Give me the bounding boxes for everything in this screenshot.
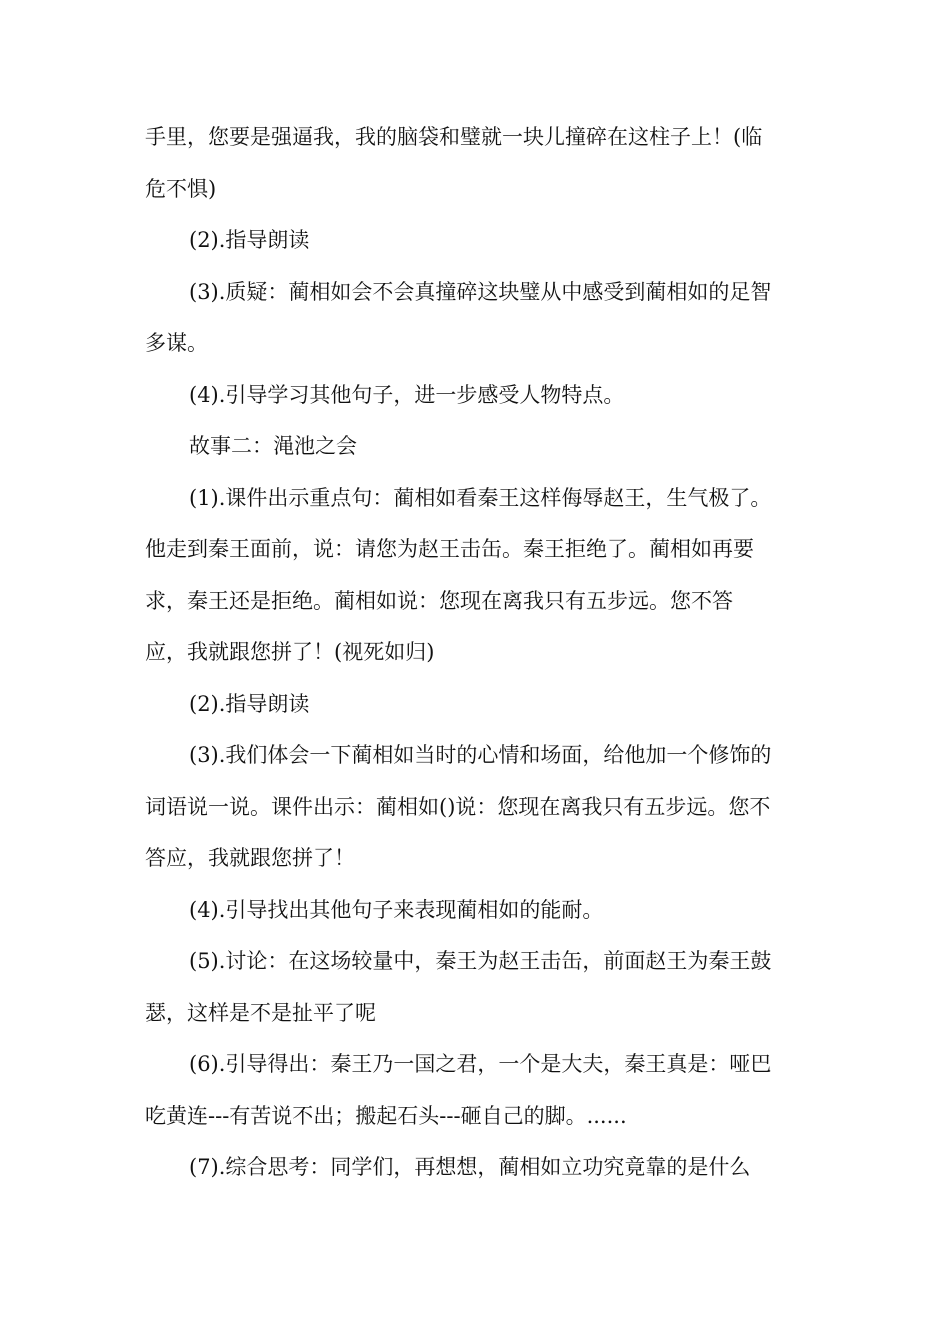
- text-line-9: 他走到秦王面前，说：请您为赵王击缶。秦王拒绝了。蔺相如再要: [145, 537, 754, 561]
- text-line-12: (2).指导朗读: [189, 692, 310, 716]
- text-line-16: (4).引导找出其他句子来表现蔺相如的能耐。: [189, 898, 604, 922]
- text-line-15: 答应，我就跟您拼了！: [145, 846, 355, 870]
- text-line-21: (7).综合思考：同学们，再想想，蔺相如立功究竟靠的是什么: [189, 1155, 751, 1179]
- text-line-17: (5).讨论：在这场较量中，秦王为赵王击缶，前面赵王为秦王鼓: [189, 949, 772, 973]
- text-line-3: (2).指导朗读: [189, 228, 310, 252]
- text-line-18: 瑟，这样是不是扯平了呢: [145, 1001, 376, 1025]
- text-line-7: 故事二：渑池之会: [189, 434, 357, 458]
- text-line-2: 危不惧): [145, 177, 217, 201]
- text-line-19: (6).引导得出：秦王乃一国之君，一个是大夫，秦王真是：哑巴: [189, 1052, 772, 1076]
- text-line-14: 词语说一说。课件出示：蔺相如()说：您现在离我只有五步远。您不: [145, 795, 771, 819]
- text-line-8: (1).课件出示重点句：蔺相如看秦王这样侮辱赵王，生气极了。: [189, 486, 772, 510]
- text-line-20: 吃黄连---有苦说不出；搬起石头---砸自己的脚。......: [145, 1104, 627, 1128]
- text-line-6: (4).引导学习其他句子，进一步感受人物特点。: [189, 383, 625, 407]
- text-line-10: 求，秦王还是拒绝。蔺相如说：您现在离我只有五步远。您不答: [145, 589, 733, 613]
- text-line-4: (3).质疑：蔺相如会不会真撞碎这块璧从中感受到蔺相如的足智: [189, 280, 772, 304]
- text-line-5: 多谋。: [145, 331, 208, 355]
- text-line-1: 手里，您要是强逼我，我的脑袋和璧就一块儿撞碎在这柱子上！(临: [145, 125, 763, 149]
- text-line-11: 应，我就跟您拼了！(视死如归): [145, 640, 435, 664]
- text-line-13: (3).我们体会一下蔺相如当时的心情和场面，给他加一个修饰的: [189, 743, 772, 767]
